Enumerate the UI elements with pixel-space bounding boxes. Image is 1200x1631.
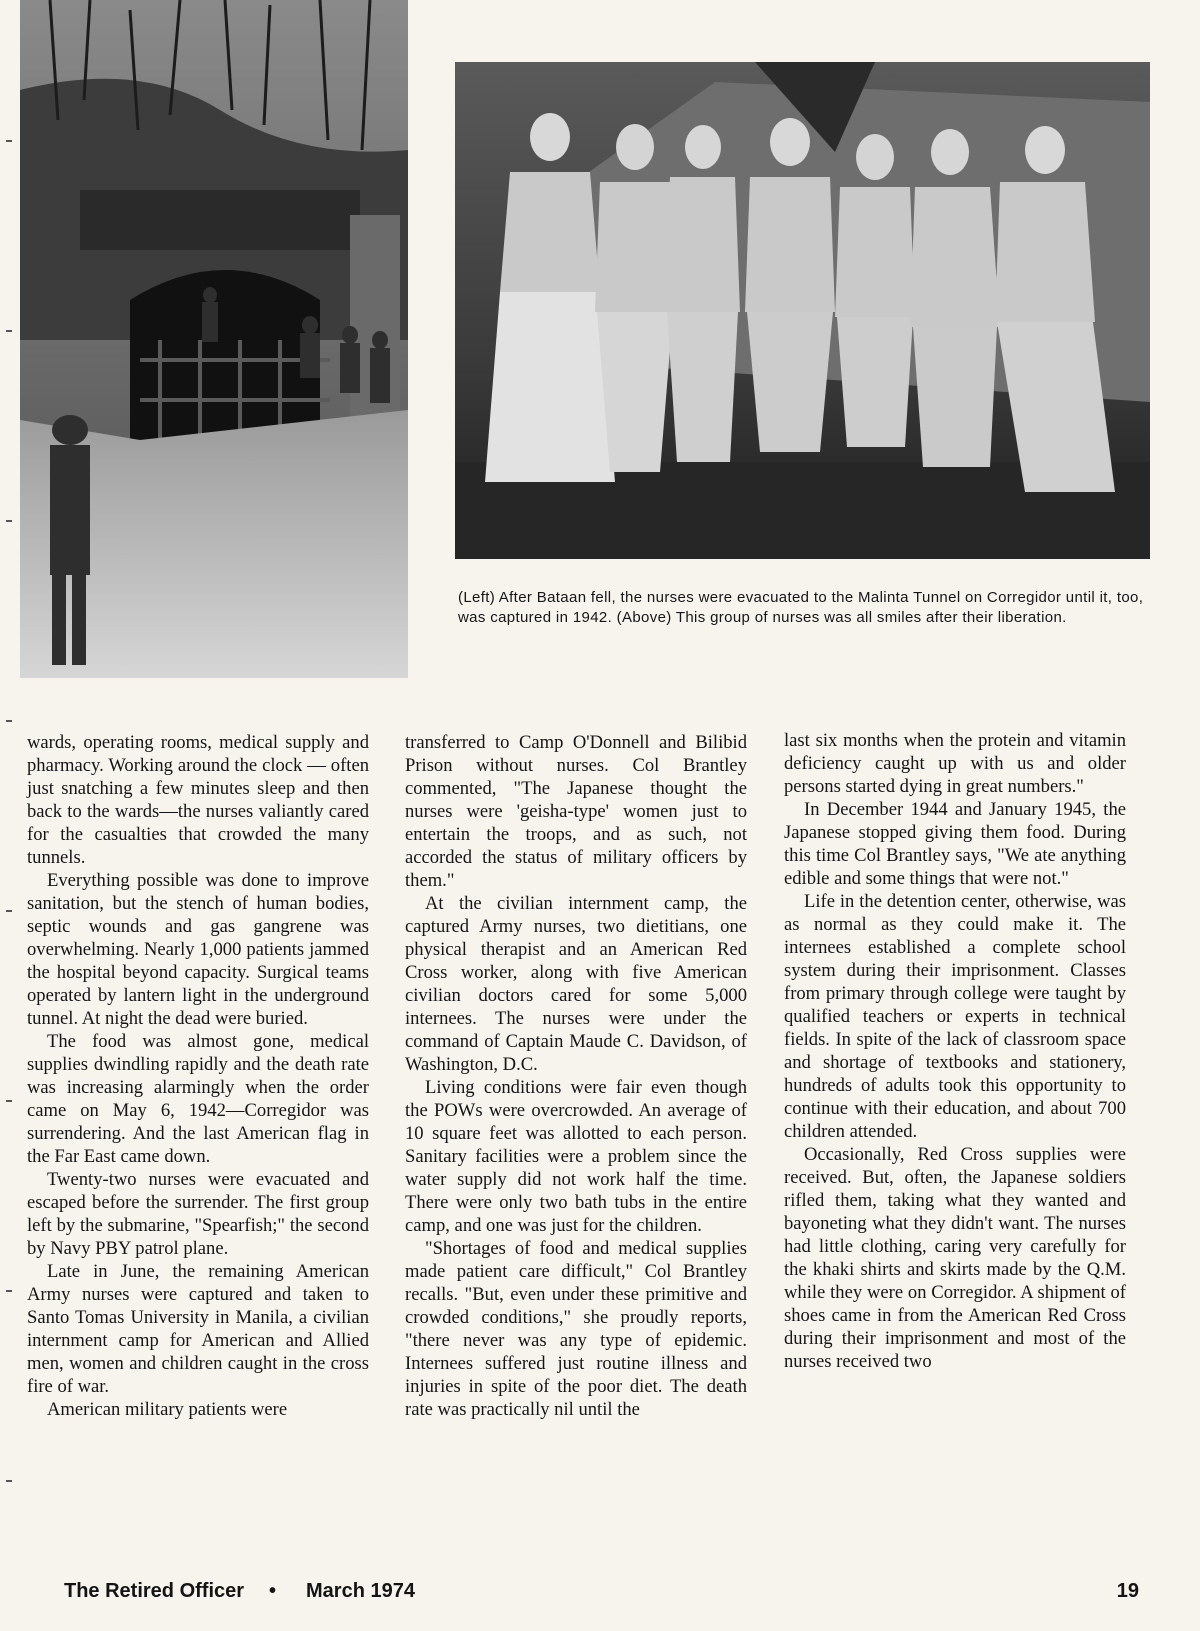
- photo-malinta-tunnel: [20, 0, 408, 678]
- paragraph: Late in June, the remaining American Army nurses were captured and taken to Santo Tomas University in Manila, a civilian internment camp for American and Allied men, women and children caught in the cross fire of war.: [27, 1261, 369, 1397]
- paragraph: American military patients were: [47, 1399, 288, 1420]
- article-column-3: [784, 729, 1126, 1373]
- nurses-photo-image: [455, 62, 1150, 559]
- footer-separator: •: [269, 1580, 277, 1602]
- photo-caption: (Left) After Bataan fell, the nurses were evacuated to the Malinta Tunnel on Corregidor until it, too, was captured in 1942. (Above) This group of nurses was all smiles after their liberation.: [458, 589, 1144, 626]
- margin-mark: [6, 1290, 12, 1292]
- article-column-2: [405, 731, 747, 1421]
- paragraph: Everything possible was done to improve sanitation, but the stench of human bodies, septic wounds and gas gangrene was overwhelming. Nearly 1,000 patients jammed the hospital beyond capacity. Surgical teams operated by lantern light in the underground tunnel. At night the dead were buried.: [27, 870, 369, 1029]
- margin-mark: [6, 520, 12, 522]
- margin-mark: [6, 140, 12, 142]
- page-number: 19: [1116, 1580, 1139, 1602]
- paragraph: "Shortages of food and medical supplies made patient care difficult," Col Brantley recalls. "But, even under these primitive and crowded conditions," she proudly reports, "there never was any type of epidemic. Internees suffered just routine illness and injuries in spite of the poor diet. The death rate was practically nil until the: [405, 1238, 747, 1420]
- paragraph: In December 1944 and January 1945, the Japanese stopped giving them food. During this time Col Brantley says, "We ate anything edible and some things that were not.": [784, 799, 1126, 889]
- paragraph: Twenty-two nurses were evacuated and escaped before the surrender. The first group left by the submarine, "Spearfish;" the second by Navy PBY patrol plane.: [27, 1169, 369, 1259]
- paragraph: Life in the detention center, otherwise, was as normal as they could make it. The internees established a complete school system during their imprisonment. Classes from primary through college were taught by qualified teachers or experts in technical fields. In spite of the lack of classroom space and shortage of textbooks and stationery, hundreds of adults took this opportunity to continue with their education, and about 700 children attended.: [784, 891, 1126, 1142]
- page-footer: [64, 1580, 1139, 1610]
- paragraph: The food was almost gone, medical supplies dwindling rapidly and the death rate was increasing alarmingly when the order came on May 6, 1942—Corregidor was surrendering. And the last American flag in the Far East came down.: [27, 1031, 369, 1167]
- margin-mark: [6, 720, 12, 722]
- tunnel-photo-image: [20, 0, 408, 678]
- margin-mark: [6, 1100, 12, 1102]
- publication-name: The Retired Officer: [64, 1580, 245, 1602]
- paragraph: At the civilian internment camp, the captured Army nurses, two dietitians, one physical therapist and an American Red Cross worker, along with five American civilian doctors cared for some 5,000 internees. The nurses were under the command of Captain Maude C. Davidson, of Washington, D.C.: [405, 893, 747, 1075]
- paragraph: last six months when the protein and vitamin deficiency caught up with us and older persons started dying in great numbers.": [784, 730, 1126, 797]
- issue-date: March 1974: [306, 1580, 415, 1602]
- margin-mark: [6, 1480, 12, 1482]
- paragraph: Occasionally, Red Cross supplies were received. But, often, the Japanese soldiers rifled them, taking what they wanted and bayoneting what they didn't want. The nurses had little clothing, caring very carefully for the khaki shirts and skirts made by the Q.M. while they were on Corregidor. A shipment of shoes came in from the American Red Cross during their imprisonment and most of the nurses received two: [784, 1144, 1126, 1372]
- margin-mark: [6, 910, 12, 912]
- paragraph: wards, operating rooms, medical supply and pharmacy. Working around the clock — often just snatching a few minutes sleep and then back to the wards—the nurses valiantly cared for the casualties that crowded the many tunnels.: [27, 732, 369, 868]
- article-column-1: [27, 731, 369, 1421]
- paragraph: transferred to Camp O'Donnell and Bilibid Prison without nurses. Col Brantley commented, "The Japanese thought the nurses were 'geisha-type' women just to entertain the troops, and as such, not accorded the status of military officers by them.": [405, 732, 747, 891]
- paragraph: Living conditions were fair even though the POWs were overcrowded. An average of 10 square feet was allotted to each person. Sanitary facilities were a problem since the water supply did not work half the time. There were only two bath tubs in the entire camp, and one was just for the children.: [405, 1077, 747, 1236]
- margin-mark: [6, 330, 12, 332]
- photo-nurses-group: [455, 62, 1150, 559]
